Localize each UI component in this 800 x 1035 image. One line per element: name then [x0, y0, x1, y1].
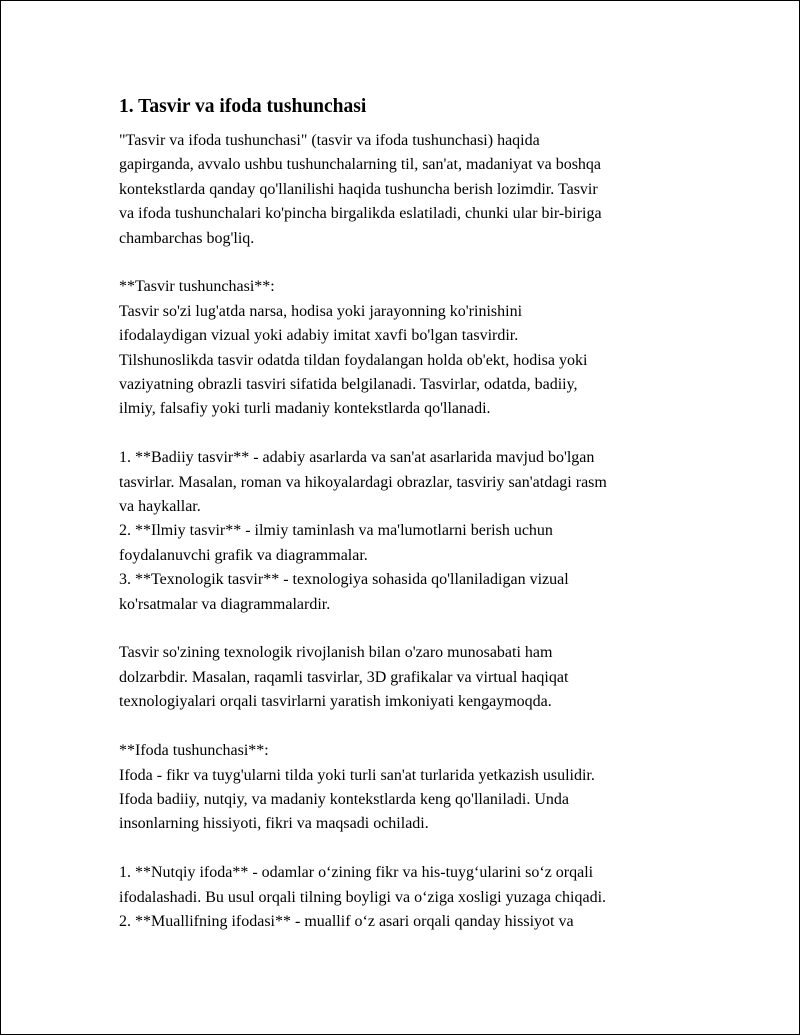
text-line: **Ifoda tushunchasi**: [119, 742, 269, 760]
text-line: chambarchas bog'liq. [119, 229, 255, 247]
text-line: dolzarbdir. Masalan, raqamli tasvirlar, 3D grafikalar va virtual haqiqat [119, 668, 569, 686]
paragraph-ifoda-definition [119, 739, 694, 837]
paragraph-intro [119, 129, 694, 251]
paragraph-tasvir-types [119, 446, 694, 617]
text-line: Tasvir so'zining texnologik rivojlanish bilan o'zaro munosabati ham [119, 644, 553, 662]
paragraph-technology [119, 641, 694, 714]
text-line: texnologiyalari orqali tasvirlarni yaratish imkoniyati kengaymoqda. [119, 693, 552, 711]
text-line: **Tasvir tushunchasi**: [119, 278, 275, 296]
text-line: 1. **Badiiy tasvir** - adabiy asarlarda va san'at asarlarida mavjud bo'lgan [119, 449, 595, 467]
paragraph-spacer [119, 422, 694, 446]
text-line: 2. **Muallifning ifodasi** - muallif o‘z asari orqali qanday hissiyot va [119, 912, 574, 930]
text-line: ifodalaydigan vizual yoki adabiy imitat xavfi bo'lgan tasvirdir. [119, 327, 519, 345]
text-line: 3. **Texnologik tasvir** - texnologiya sohasida qo'llaniladigan vizual [119, 571, 569, 589]
paragraph-spacer [119, 715, 694, 739]
text-line: 1. **Nutqiy ifoda** - odamlar o‘zining fikr va his-tuyg‘ularini so‘z orqali [119, 864, 594, 882]
text-line: ko'rsatmalar va diagrammalardir. [119, 595, 331, 613]
text-line: ilmiy, falsafiy yoki turli madaniy kontekstlarda qo'llanadi. [119, 400, 491, 418]
text-line: ifodalashadi. Bu usul orqali tilning boyligi va o‘ziga xosligi yuzaga chiqadi. [119, 888, 607, 906]
text-line: Ifoda - fikr va tuyg'ularni tilda yoki turli san'at turlarida yetkazish usulidir. [119, 766, 595, 784]
text-line: insonlarning hissiyoti, fikri va maqsadi ochiladi. [119, 815, 429, 833]
paragraph-spacer [119, 837, 694, 861]
text-line: kontekstlarda qanday qo'llanilishi haqida tushuncha berish lozimdir. Tasvir [119, 180, 598, 198]
text-line: "Tasvir va ifoda tushunchasi" (tasvir va ifoda tushunchasi) haqida [119, 132, 540, 149]
text-line: Tasvir so'zi lug'atda narsa, hodisa yoki jarayonning ko'rinishini [119, 302, 523, 320]
text-line: va ifoda tushunchalari ko'pincha birgalikda eslatiladi, chunki ular bir-biriga [119, 205, 602, 223]
text-line: Tilshunoslikda tasvir odatda tildan foydalangan holda ob'ekt, hodisa yoki [119, 351, 588, 369]
document-body [119, 95, 694, 934]
text-line: 2. **Ilmiy tasvir** - ilmiy taminlash va ma'lumotlarni berish uchun [119, 522, 553, 540]
paragraph-ifoda-types [119, 861, 694, 934]
text-line: va haykallar. [119, 498, 201, 516]
paragraph-spacer [119, 617, 694, 641]
text-line: foydalanuvchi grafik va diagrammalar. [119, 546, 368, 564]
text-line: tasvirlar. Masalan, roman va hikoyalardagi obrazlar, tasviriy san'atdagi rasm [119, 473, 607, 491]
text-line: Ifoda badiiy, nutqiy, va madaniy kontekstlarda keng qo'llaniladi. Unda [119, 790, 570, 808]
section-heading: 1. Tasvir va ifoda tushunchasi [119, 96, 367, 117]
text-line: gapirganda, avvalo ushbu tushunchalarning til, san'at, madaniyat va boshqa [119, 156, 602, 174]
text-line: vaziyatning obrazli tasviri sifatida belgilanadi. Tasvirlar, odatda, badiiy, [119, 376, 578, 394]
paragraph-tasvir-definition [119, 275, 694, 421]
paragraph-spacer [119, 251, 694, 275]
